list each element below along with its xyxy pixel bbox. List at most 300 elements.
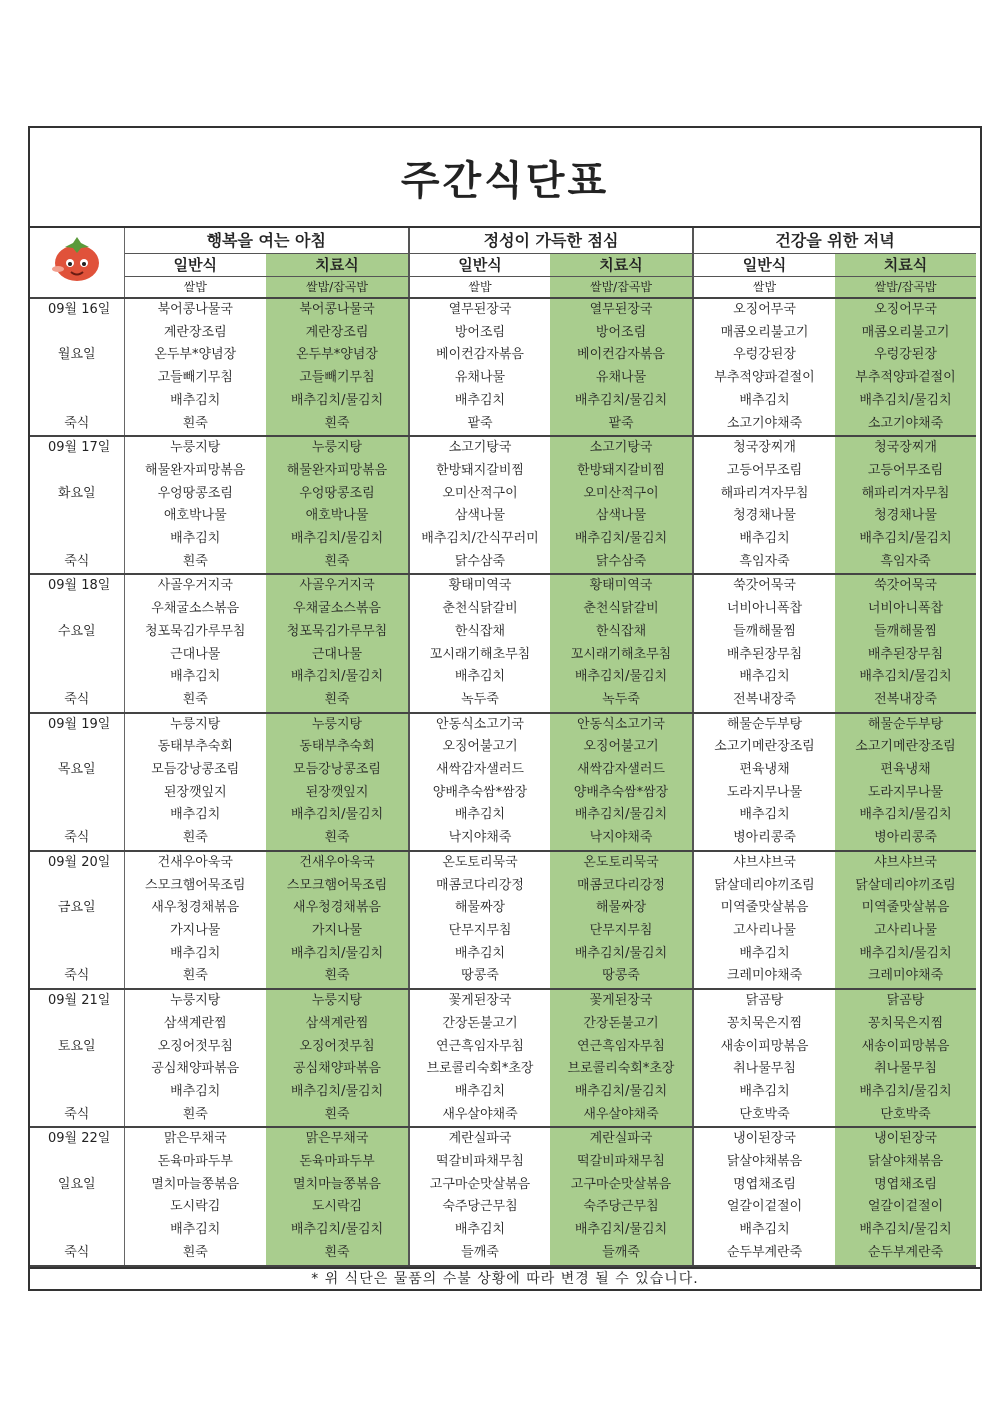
general-menu-cell: 안동식소고기국 [436,716,524,732]
therapy-menu-cell: 브로콜리숙회*초장 [550,1058,693,1081]
menu-row [30,436,976,460]
general-menu-cell: 꽃게된장국 [448,993,512,1009]
general-menu-cell: 닭곰탕 [745,993,784,1009]
therapy-menu-cell: 양배추숙쌈*쌈장 [550,782,693,805]
menu-row [30,875,976,898]
therapy-menu-cell: 누룽지탕 [266,989,409,1013]
therapy-menu-cell: 매콤코다리강정 [550,875,693,898]
general-menu-cell: 흰죽 [124,689,266,713]
therapy-menu-cell: 닭곰탕 [835,989,976,1013]
general-menu-cell: 해물순두부탕 [726,716,803,732]
general-menu-cell: 우렁강된장 [733,347,796,363]
therapy-menu-cell: 배추김치/물김치 [550,943,693,966]
therapy-menu-cell: 배추김치/물김치 [835,528,976,551]
therapy-menu-cell: 배추김치/물김치 [835,804,976,827]
general-menu-cell: 새우살야채죽 [409,1104,550,1128]
porridge-label: 죽식 [30,965,124,989]
therapy-menu-cell: 춘천식닭갈비 [550,598,693,621]
therapy-menu-cell: 누룽지탕 [266,436,409,460]
therapy-menu-cell: 청포묵김가루무침 [266,621,409,644]
menu-row [30,1013,976,1036]
therapy-menu-cell: 크레미야채죽 [835,965,976,989]
general-menu-cell: 양배추숙쌈*쌈장 [432,784,528,800]
day-label-empty [30,367,124,390]
day-weekday: 토요일 [30,1036,124,1059]
menu-row [30,528,976,551]
day-label-empty [30,943,124,966]
therapy-menu-cell: 한식잡채 [550,621,693,644]
general-menu-cell: 배추김치 [454,392,506,408]
porridge-label: 죽식 [30,689,124,713]
menu-row [30,598,976,621]
therapy-menu-cell: 배추김치/물김치 [266,1081,409,1104]
general-menu-cell: 브로콜리숙회*초장 [426,1061,534,1077]
menu-row [30,1127,976,1151]
therapy-menu-cell: 흰죽 [266,1104,409,1128]
general-menu-cell: 도시락김 [170,1199,221,1215]
therapy-menu-cell: 우엉땅콩조림 [266,483,409,506]
day-label-empty [30,920,124,943]
general-menu-cell: 배추김치 [739,531,790,547]
general-menu-cell: 멸치마늘쫑볶음 [151,1176,240,1192]
therapy-menu-cell: 미역줄맛살볶음 [835,897,976,920]
general-menu-cell: 배추김치 [170,531,221,547]
day-label-empty [30,1196,124,1219]
general-menu-cell: 꽁치묵은지찜 [726,1015,803,1031]
therapy-menu-cell: 삼색계란찜 [266,1013,409,1036]
therapy-menu-cell: 모듬강낭콩조림 [266,759,409,782]
general-menu-cell: 방어조림 [454,324,506,340]
general-menu-cell: 소고기메란장조림 [714,739,815,755]
mascot-cell [30,228,124,298]
menu-row [30,666,976,689]
general-menu-cell: 우엉땅콩조림 [157,485,233,501]
day-date: 09월 22일 [30,1127,124,1151]
general-menu-cell: 땅콩죽 [409,965,550,989]
therapy-menu-cell: 삼색나물 [550,505,693,528]
general-menu-cell: 우채굴소스볶음 [151,601,240,617]
therapy-menu-cell: 새싹감자샐러드 [550,759,693,782]
menu-row [30,1081,976,1104]
therapy-menu-cell: 땅콩죽 [550,965,693,989]
general-menu-cell: 배추김치 [739,807,790,823]
menu-row [30,413,976,437]
general-menu-cell: 도라지무나물 [726,784,803,800]
therapy-menu-cell: 계란실파국 [550,1127,693,1151]
general-menu-cell: 너비아니폭찹 [726,601,803,617]
day-label-empty [30,736,124,759]
therapy-menu-cell: 청국장찌개 [835,436,976,460]
therapy-menu-cell: 간장돈불고기 [550,1013,693,1036]
menu-row [30,965,976,989]
therapy-menu-cell: 소고기탕국 [550,436,693,460]
therapy-menu-cell: 베이컨감자볶음 [550,344,693,367]
menu-row [30,460,976,483]
day-date: 09월 21일 [30,989,124,1013]
general-menu-cell: 소고기야채죽 [693,413,835,437]
therapy-menu-cell: 배추김치/물김치 [550,1219,693,1242]
therapy-menu-cell: 오징어젓무침 [266,1036,409,1059]
therapy-menu-cell: 흰죽 [266,551,409,575]
day-date: 09월 20일 [30,851,124,875]
therapy-menu-cell: 배추김치/물김치 [266,528,409,551]
menu-row [30,851,976,875]
therapy-menu-cell: 온도토리묵국 [550,851,693,875]
type-general-header: 일반식 [124,254,266,277]
meal-lunch-header: 정성이 가득한 점심 [409,228,693,254]
general-menu-cell: 숙주당근무침 [442,1199,518,1215]
menu-row [30,1174,976,1197]
general-menu-cell: 배추김치 [454,807,506,823]
general-menu-cell: 황태미역국 [448,578,512,594]
type-general-header: 일반식 [693,254,835,277]
general-menu-cell: 배추김치 [739,669,790,685]
therapy-menu-cell: 새송이피망볶음 [835,1036,976,1059]
general-menu-cell: 새싹감자샐러드 [436,762,524,778]
therapy-menu-cell: 냉이된장국 [835,1127,976,1151]
general-menu-cell: 북어콩나물국 [157,302,233,317]
title-box [30,128,980,228]
menu-row [30,298,976,322]
general-menu-cell: 배추김치 [739,1222,790,1238]
menu-table [30,228,976,1267]
therapy-menu-cell: 닭살데리야끼조림 [835,875,976,898]
general-menu-cell: 배추김치 [454,669,506,685]
day-label-empty [30,1081,124,1104]
therapy-menu-cell: 순두부계란죽 [835,1242,976,1266]
day-label-empty [30,1219,124,1242]
general-menu-cell: 배추김치 [170,945,221,961]
therapy-menu-cell: 단무지무침 [550,920,693,943]
rice-general: 쌀밥 [693,277,835,299]
type-therapy-header: 치료식 [550,254,693,277]
general-menu-cell: 명엽채조림 [733,1176,796,1192]
therapy-menu-cell: 배추김치/물김치 [266,666,409,689]
general-menu-cell: 근대나물 [170,646,221,662]
porridge-label: 죽식 [30,1242,124,1266]
menu-row [30,827,976,851]
day-label-empty [30,322,124,345]
general-menu-cell: 들깨해물찜 [733,623,796,639]
therapy-menu-cell: 열무된장국 [550,298,693,322]
general-menu-cell: 병아리콩죽 [693,827,835,851]
general-menu-cell: 배추김치 [454,945,506,961]
general-menu-cell: 배추김치 [170,392,221,408]
general-menu-cell: 계란실파국 [448,1131,512,1147]
therapy-menu-cell: 새우청경채볶음 [266,897,409,920]
therapy-menu-cell: 꼬시래기해초무침 [550,644,693,667]
therapy-menu-cell: 매콤오리불고기 [835,322,976,345]
general-menu-cell: 단무지무침 [448,922,512,938]
general-menu-cell: 배추김치 [454,1083,506,1099]
general-menu-cell: 열무된장국 [448,302,512,317]
general-menu-cell: 공심채양파볶음 [151,1061,240,1077]
therapy-menu-cell: 새우살야채죽 [550,1104,693,1128]
therapy-menu-cell: 공심채양파볶음 [266,1058,409,1081]
therapy-menu-cell: 배추김치/물김치 [266,943,409,966]
general-menu-cell: 취나물무침 [733,1061,796,1077]
therapy-menu-cell: 배추김치/물김치 [550,528,693,551]
day-weekday: 목요일 [30,759,124,782]
general-menu-cell: 유채나물 [454,370,506,386]
footnote: * 위 식단은 물품의 수불 상황에 따라 변경 될 수 있습니다. [30,1267,980,1289]
therapy-menu-cell: 흰죽 [266,689,409,713]
general-menu-cell: 온두부*양념장 [154,347,237,363]
therapy-menu-cell: 고들빼기무침 [266,367,409,390]
day-weekday: 금요일 [30,897,124,920]
general-menu-cell: 고들빼기무침 [157,370,233,386]
therapy-menu-cell: 배추김치/물김치 [550,804,693,827]
day-weekday: 화요일 [30,483,124,506]
therapy-menu-cell: 배추김치/물김치 [835,943,976,966]
day-label-empty [30,666,124,689]
general-menu-cell: 동태부추숙회 [157,739,233,755]
general-menu-cell: 쑥갓어묵국 [733,578,796,594]
therapy-menu-cell: 전복내장죽 [835,689,976,713]
menu-row [30,1104,976,1128]
therapy-menu-cell: 소고기메란장조림 [835,736,976,759]
menu-row [30,713,976,737]
general-menu-cell: 삼색계란찜 [163,1015,227,1031]
general-menu-cell: 배추된장무침 [726,646,803,662]
therapy-menu-cell: 흰죽 [266,827,409,851]
general-menu-cell: 배추김치 [739,945,790,961]
therapy-menu-cell: 해물짜장 [550,897,693,920]
day-date: 09월 16일 [30,298,124,322]
general-menu-cell: 온도토리묵국 [442,854,518,870]
therapy-menu-cell: 취나물무침 [835,1058,976,1081]
menu-row [30,1036,976,1059]
general-menu-cell: 부추적양파겉절이 [714,370,815,386]
therapy-menu-cell: 배추김치/물김치 [550,390,693,413]
general-menu-cell: 배추김치/간식꾸러미 [421,531,539,547]
general-menu-cell: 흑임자죽 [693,551,835,575]
day-weekday: 수요일 [30,621,124,644]
menu-row [30,1242,976,1266]
menu-row [30,390,976,413]
general-menu-cell: 베이컨감자볶음 [436,347,524,363]
general-menu-cell: 배추김치 [170,1222,221,1238]
general-menu-cell: 닭살데리야끼조림 [714,877,815,893]
menu-row [30,897,976,920]
general-menu-cell: 배추김치 [170,1083,221,1099]
general-menu-cell: 오징어불고기 [442,739,518,755]
therapy-menu-cell: 애호박나물 [266,505,409,528]
therapy-menu-cell: 도라지무나물 [835,782,976,805]
general-menu-cell: 낙지야채죽 [409,827,550,851]
general-menu-cell: 고등어무조림 [726,462,803,478]
therapy-menu-cell: 병아리콩죽 [835,827,976,851]
general-menu-cell: 연근흑임자무침 [436,1038,524,1054]
therapy-menu-cell: 동태부추숙회 [266,736,409,759]
general-menu-cell: 닭살야채볶음 [726,1154,803,1170]
menu-row [30,759,976,782]
general-menu-cell: 냉이된장국 [733,1131,796,1147]
general-menu-cell: 단호박죽 [693,1104,835,1128]
therapy-menu-cell: 흰죽 [266,1242,409,1266]
general-menu-cell: 얼갈이겉절이 [726,1199,803,1215]
general-menu-cell: 샤브샤브국 [733,854,796,870]
type-general-header: 일반식 [409,254,550,277]
day-label-empty [30,1013,124,1036]
day-date: 09월 17일 [30,436,124,460]
general-menu-cell: 소고기탕국 [448,440,512,456]
therapy-menu-cell: 한방돼지갈비찜 [550,460,693,483]
therapy-menu-cell: 오징어무국 [835,298,976,322]
general-menu-cell: 춘천식닭갈비 [442,601,518,617]
day-label-empty [30,875,124,898]
day-label-empty [30,528,124,551]
therapy-menu-cell: 배추된장무침 [835,644,976,667]
therapy-menu-cell: 너비아니폭찹 [835,598,976,621]
menu-row [30,736,976,759]
therapy-menu-cell: 배추김치/물김치 [550,1081,693,1104]
therapy-menu-cell: 우채굴소스볶음 [266,598,409,621]
therapy-menu-cell: 고사리나물 [835,920,976,943]
general-menu-cell: 전복내장죽 [693,689,835,713]
general-menu-cell: 흰죽 [124,551,266,575]
page-title: 주간식단표 [400,157,610,204]
therapy-menu-cell: 해물완자피망볶음 [266,460,409,483]
day-date: 09월 19일 [30,713,124,737]
therapy-menu-cell: 근대나물 [266,644,409,667]
therapy-menu-cell: 얼갈이겉절이 [835,1196,976,1219]
therapy-menu-cell: 흰죽 [266,965,409,989]
general-menu-cell: 배추김치 [454,1222,506,1238]
porridge-label: 죽식 [30,413,124,437]
general-menu-cell: 가지나물 [170,922,221,938]
rice-general: 쌀밥 [124,277,266,299]
therapy-menu-cell: 고등어무조림 [835,460,976,483]
general-menu-cell: 삼색나물 [454,508,506,524]
therapy-menu-cell: 연근흑임자무침 [550,1036,693,1059]
general-menu-cell: 흰죽 [124,413,266,437]
therapy-menu-cell: 떡갈비파채무침 [550,1151,693,1174]
therapy-menu-cell: 계란장조림 [266,322,409,345]
therapy-menu-cell: 배추김치/물김치 [835,666,976,689]
therapy-menu-cell: 청경채나물 [835,505,976,528]
therapy-menu-cell: 흑임자죽 [835,551,976,575]
general-menu-cell: 새송이피망볶음 [720,1038,809,1054]
general-menu-cell: 흰죽 [124,827,266,851]
general-menu-cell: 매콤코다리강정 [436,877,524,893]
menu-row [30,1058,976,1081]
therapy-menu-cell: 꽃게된장국 [550,989,693,1013]
therapy-menu-cell: 방어조림 [550,322,693,345]
general-menu-cell: 닭수삼죽 [409,551,550,575]
therapy-menu-cell: 돈육마파두부 [266,1151,409,1174]
therapy-menu-cell: 들깨죽 [550,1242,693,1266]
menu-row [30,1196,976,1219]
menu-row [30,1219,976,1242]
general-menu-cell: 돈육마파두부 [157,1154,233,1170]
menu-row [30,322,976,345]
therapy-menu-cell: 안동식소고기국 [550,713,693,737]
day-label-empty [30,598,124,621]
general-menu-cell: 계란장조림 [163,324,227,340]
day-label-empty [30,1058,124,1081]
rice-therapy: 쌀밥/잡곡밥 [835,277,976,299]
therapy-menu-cell: 오징어불고기 [550,736,693,759]
general-menu-cell: 한방돼지갈비찜 [436,462,524,478]
day-label-empty [30,1151,124,1174]
therapy-menu-cell: 낙지야채죽 [550,827,693,851]
day-label-empty [30,644,124,667]
general-menu-cell: 새우청경채볶음 [151,900,240,916]
day-label-empty [30,505,124,528]
menu-sheet [28,126,982,1291]
general-menu-cell: 순두부계란죽 [693,1242,835,1266]
therapy-menu-cell: 닭수삼죽 [550,551,693,575]
therapy-menu-cell: 스모크햄어묵조림 [266,875,409,898]
rice-therapy: 쌀밥/잡곡밥 [550,277,693,299]
general-menu-cell: 크레미야채죽 [693,965,835,989]
therapy-menu-cell: 배추김치/물김치 [835,1081,976,1104]
general-menu-cell: 오징어무국 [733,302,796,317]
general-menu-cell: 건새우아욱국 [157,854,233,870]
therapy-menu-cell: 흰죽 [266,413,409,437]
menu-row [30,344,976,367]
type-therapy-header: 치료식 [835,254,976,277]
general-menu-cell: 해파리겨자무침 [720,485,809,501]
tomato-mascot-icon [45,231,109,287]
general-menu-cell: 배추김치 [170,807,221,823]
therapy-menu-cell: 들깨해물찜 [835,621,976,644]
general-menu-cell: 맑은무채국 [163,1131,227,1147]
therapy-menu-cell: 맑은무채국 [266,1127,409,1151]
day-weekday: 월요일 [30,344,124,367]
day-label-empty [30,804,124,827]
therapy-menu-cell: 녹두죽 [550,689,693,713]
general-menu-cell: 편육냉채 [739,762,790,778]
therapy-menu-cell: 쑥갓어묵국 [835,574,976,598]
therapy-menu-cell: 북어콩나물국 [266,298,409,322]
therapy-menu-cell: 유채나물 [550,367,693,390]
therapy-menu-cell: 팥죽 [550,413,693,437]
porridge-label: 죽식 [30,551,124,575]
general-menu-cell: 오징어젓무침 [157,1038,233,1054]
general-menu-cell: 들깨죽 [409,1242,550,1266]
therapy-menu-cell: 해파리겨자무침 [835,483,976,506]
therapy-menu-cell: 배추김치/물김치 [266,1219,409,1242]
general-menu-cell: 애호박나물 [163,508,227,524]
general-menu-cell: 배추김치 [739,1083,790,1099]
general-menu-cell: 청포묵김가루무침 [145,623,246,639]
menu-row [30,621,976,644]
therapy-menu-cell: 명엽채조림 [835,1174,976,1197]
general-menu-cell: 흰죽 [124,1242,266,1266]
therapy-menu-cell: 배추김치/물김치 [835,390,976,413]
general-menu-cell: 해물완자피망볶음 [145,462,246,478]
therapy-menu-cell: 배추김치/물김치 [266,390,409,413]
therapy-menu-cell: 배추김치/물김치 [266,804,409,827]
day-label-empty [30,460,124,483]
general-menu-cell: 간장돈불고기 [442,1015,518,1031]
general-menu-cell: 해물짜장 [454,900,506,916]
general-menu-cell: 꼬시래기해초무침 [429,646,531,662]
therapy-menu-cell: 누룽지탕 [266,713,409,737]
therapy-menu-cell: 사골우거지국 [266,574,409,598]
therapy-menu-cell: 온두부*양념장 [266,344,409,367]
general-menu-cell: 고사리나물 [733,922,796,938]
menu-row [30,574,976,598]
therapy-menu-cell: 우렁강된장 [835,344,976,367]
therapy-menu-cell: 소고기야채죽 [835,413,976,437]
menu-row [30,943,976,966]
therapy-menu-cell: 고구마순맛살볶음 [550,1174,693,1197]
menu-row [30,1151,976,1174]
general-menu-cell: 배추김치 [739,392,790,408]
